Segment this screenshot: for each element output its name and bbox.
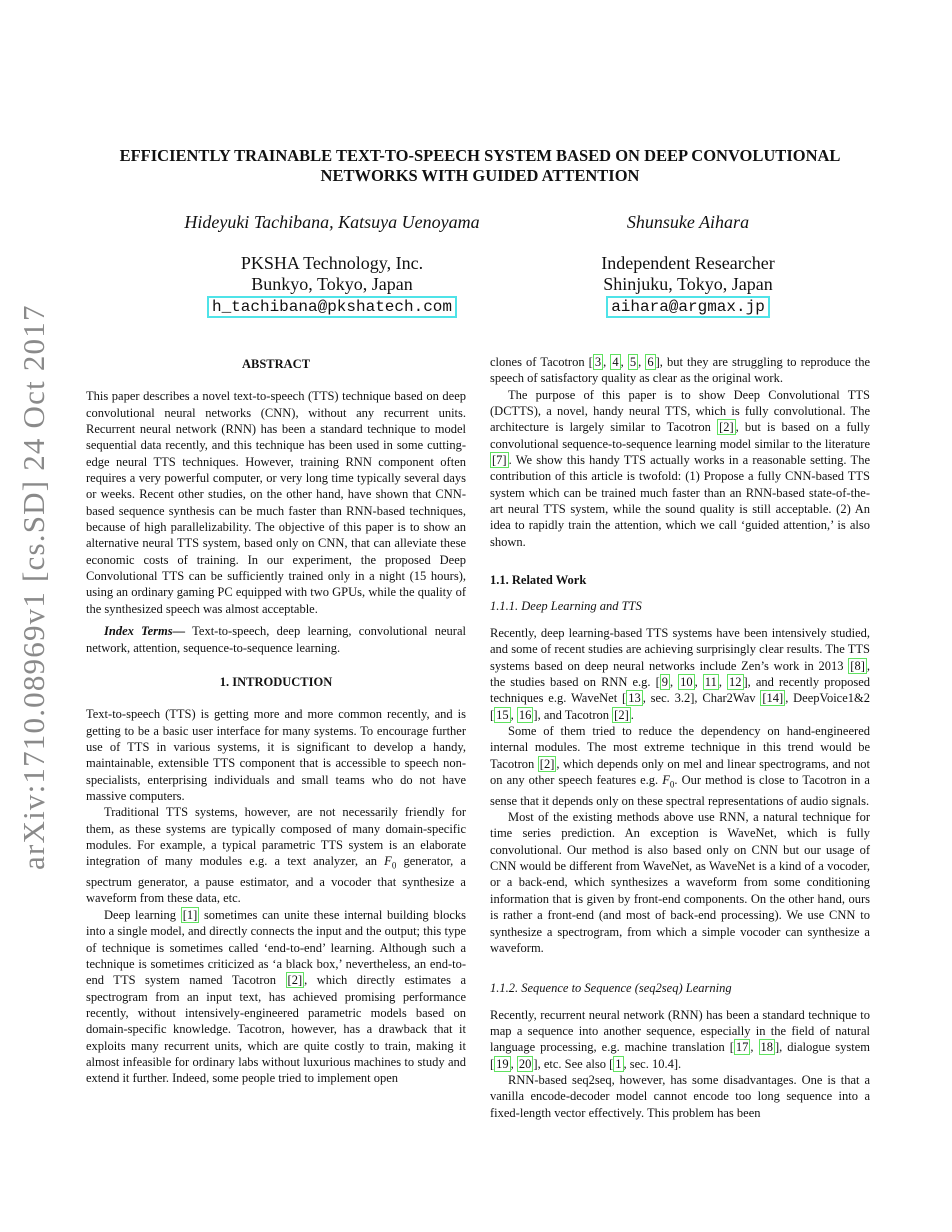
citation-link[interactable]: [2] bbox=[287, 973, 303, 988]
right-column bbox=[490, 354, 870, 1121]
citation-link[interactable]: 15 bbox=[496, 707, 509, 722]
text-run: , which directly estimates a spectrogram from an input text, has achieved promising performance recently, without intensively-engineered parametric models based on domain-specific knowledge. Tacotron, however, has a drawback that it exploits many recurrent units, which are quite costly to train, making it almost infeasible for ordinary labs without luxurious machines to study and extend it further. Indeed, some people tried to implement open bbox=[86, 973, 466, 1086]
paragraph: Most of the existing methods above use RNN, a natural technique for time series prediction. An exception is WaveNet, which is fully convolutional. Our method is also based only on CNN but our usage of CNN would be different from WaveNet, as WaveNet is a kind of a vocoder, or a back-end, which synthesizes a waveform from some conditioning information that is given by front-end components. On the other hand, ours is rather a front-end (and most of back-end processing). We use CNN to synthesize a spectrogram, from which a simple vocoder can synthesize a waveform. bbox=[490, 810, 870, 955]
index-terms-text: Text-to-speech, deep learning, convolutional neural network, attention, sequence-to-sequence learning. bbox=[86, 624, 466, 655]
author-block-2 bbox=[570, 212, 806, 318]
text-run: Some of them tried to reduce the dependency on hand-engineered internal modules. The most extreme technique in this trend would be Tacotron bbox=[490, 723, 870, 771]
citation-link[interactable]: 20 bbox=[518, 1056, 532, 1071]
author-email-link[interactable]: h_tachibana@pkshatech.com bbox=[207, 296, 457, 318]
citation-link[interactable]: 6 bbox=[647, 355, 654, 369]
paragraph: Text-to-speech (TTS) is getting more and more common recently, and is getting to be a basic user interface for many systems. To encourage further use of TTS in various systems, it is significant to develop a handy, maintainable, extensible TTS component that is accessible to speech non-specialists, enterprising individuals and small teams who do not have massive computers. bbox=[86, 707, 466, 803]
text-run: . bbox=[630, 707, 634, 722]
left-column bbox=[86, 354, 466, 1087]
citation-link[interactable]: 10 bbox=[680, 674, 693, 689]
citation-link[interactable]: 1 bbox=[615, 1056, 622, 1071]
text-run: Recently, deep learning-based TTS systems have been intensively studied, and some of recent studies are achieving surprisingly clear results. The TTS systems based on deep neural networks include Zen’s work in 2013 bbox=[490, 625, 870, 673]
text-run: Deep learning bbox=[104, 907, 181, 922]
citation-link[interactable]: [2] bbox=[539, 756, 555, 771]
paragraph: clones of Tacotron [ 3 , 4 , 5 , 6 ], but they are struggling to reproduce the speech of satisfactory quality as clear as the original work. bbox=[490, 355, 871, 386]
citation-link[interactable]: 5 bbox=[629, 355, 637, 369]
text-run: , but is based on a fully convolutional sequence-to-sequence learning model similar to the literature bbox=[490, 420, 870, 451]
seq2seq-heading: 1.1.2. Sequence to Sequence (seq2seq) Learning bbox=[490, 981, 732, 996]
related-work-heading: 1.1. Related Work bbox=[490, 573, 587, 588]
citation-link[interactable]: 4 bbox=[612, 355, 619, 369]
citation-link[interactable]: 12 bbox=[729, 674, 742, 689]
text-run: ], but they are struggling to reproduce the speech of satisfactory quality as clear as the original work. bbox=[490, 355, 871, 386]
citation-link[interactable]: 3 bbox=[594, 355, 602, 369]
citation-link[interactable]: 18 bbox=[760, 1040, 773, 1055]
text-run: , sec. 10.4]. bbox=[623, 1056, 682, 1071]
text-run: ], and Tacotron bbox=[533, 707, 613, 722]
abstract-text: This paper describes a novel text-to-speech (TTS) technique based on deep convolutional neural networks (CNN), without any recurrent units. Recurrent neural network (RNN) has been a standard technique to model sequential data recently, and this technique has been used in some cutting-edge neural TTS techniques. However, training RNN component often requires a very powerful computer, or very long time typically several days or weeks. Recent other studies, on the other hand, have shown that CNN-based sequence synthesis can be much faster than RNN-based techniques, because of high parallelizability. The objective of this paper is to show an alternative neural TTS system, based only on CNN, that can alleviate these economic costs of training. In our experiment, the proposed Deep Convolutional TTS can be sufficiently trained only in a night (15 hours), using an ordinary gaming PC equipped with two GPUs, while the quality of the synthesized speech was almost acceptable. bbox=[86, 389, 466, 616]
text-run: ], etc. See also [ bbox=[533, 1056, 614, 1071]
paragraph: Recently, deep learning-based TTS systems have been intensively studied, and some of recent studies are achieving surprisingly clear results. The TTS systems based on deep neural networks include Zen’s work in 2013 [8] , the studies based on RNN e.g. [ 9 , 10 , 11 , 12 ], and recently proposed techniques e.g. WaveNet [ 13 , sec. 3.2], Char2Wav [14] , DeepVoice1&2 [ 15 , 16 ], and Tacotron [2] . bbox=[490, 625, 870, 722]
citation-link[interactable]: 11 bbox=[704, 674, 717, 689]
author-location: Bunkyo, Tokyo, Japan bbox=[251, 274, 413, 294]
paragraph: Recently, recurrent neural network (RNN) has been a standard technique to map a sequence into another sequence, especially in the field of natural language processing, e.g. machine translation [ 17 , 18 ], dialogue system [ 19 , 20 ], etc. See also [ 1 , sec. 10.4]. bbox=[490, 1007, 870, 1071]
index-terms-label: Index Terms— bbox=[104, 624, 186, 639]
text-run: clones of Tacotron [ bbox=[490, 355, 593, 369]
citation-link[interactable]: [2] bbox=[614, 707, 629, 722]
math-f0: F bbox=[662, 772, 670, 787]
author-block-1 bbox=[150, 212, 514, 318]
math-f0: F bbox=[384, 854, 392, 869]
paper-title: EFFICIENTLY TRAINABLE TEXT-TO-SPEECH SYSTEM BASED ON DEEP CONVOLUTIONAL NETWORKS WITH GUIDED ATTENTION bbox=[119, 146, 841, 185]
text-run: sometimes can unite these internal building blocks into a single model, and directly connects the input and the output; this type of technique is sometimes called ‘end-to-end’ learning. Although such a technique is sometimes criticized as ‘a black box,’ nevertheless, an end-to-end TTS system named Tacotron bbox=[86, 907, 466, 988]
text-run: ], and recently proposed techniques e.g. WaveNet [ bbox=[490, 674, 870, 706]
citation-link[interactable]: [14] bbox=[762, 691, 784, 706]
deep-learning-tts-heading: 1.1.1. Deep Learning and TTS bbox=[490, 599, 642, 614]
citation-link[interactable]: 13 bbox=[628, 691, 641, 706]
math-subscript: 0 bbox=[391, 860, 397, 871]
citation-link[interactable]: [2] bbox=[719, 420, 734, 435]
math-subscript: 0 bbox=[669, 779, 675, 790]
arxiv-identifier: arXiv:1710.08969v1 [cs.SD] 24 Oct 2017 bbox=[16, 304, 51, 870]
text-run: , DeepVoice1&2 [ bbox=[490, 691, 870, 722]
paragraph bbox=[86, 907, 466, 1087]
paragraph bbox=[490, 387, 870, 550]
text-run: , the studies based on RNN e.g. [ bbox=[490, 658, 870, 689]
paragraph: RNN-based seq2seq, however, has some disadvantages. One is that a vanilla encode-decoder model cannot encode too long sequence into a fixed-length vector effectively. This problem has been bbox=[490, 1072, 870, 1120]
author-names: Hideyuki Tachibana, Katsuya Uenoyama bbox=[184, 212, 480, 232]
citation-link[interactable]: 19 bbox=[496, 1056, 509, 1071]
abstract-heading: ABSTRACT bbox=[241, 357, 311, 371]
paragraph bbox=[86, 804, 466, 907]
author-email-link[interactable]: aihara@argmax.jp bbox=[606, 296, 770, 318]
paragraph bbox=[490, 723, 870, 809]
author-names: Shunsuke Aihara bbox=[626, 212, 750, 232]
citation-link[interactable]: 16 bbox=[518, 707, 532, 722]
text-run: Traditional TTS systems, however, are not necessarily friendly for them, as these systems are typically composed of many domain-specific modules. For example, a typical parametric TTS system is an elaborate integration of many modules e.g. a text analyzer, an bbox=[86, 805, 466, 869]
author-affiliation: Independent Researcher bbox=[601, 253, 775, 273]
text-run: Recently, recurrent neural network (RNN) has been a standard technique to map a sequence into another sequence, especially in the field of natural language processing, e.g. machine translation [ bbox=[490, 1007, 870, 1055]
text-run: The purpose of this paper is to show Deep Convolutional TTS (DCTTS), a novel, handy neural TTS, which is fully convolutional. The architecture is largely similar to Tacotron bbox=[490, 387, 870, 435]
citation-link[interactable]: 9 bbox=[661, 674, 668, 689]
text-run: . Our method is close to Tacotron in a sense that it depends only on these spectral representations of audio signals. bbox=[490, 772, 870, 808]
citation-link[interactable]: 17 bbox=[735, 1040, 749, 1055]
text-run: . We show this handy TTS actually works in a reasonable setting. The contribution of this article is twofold: (1) Propose a fully CNN-based TTS system which can be trained much faster than an RNN-based state-of-the-art neural TTS system, while the sound quality is still acceptable. (2) An idea to rapidly train the attention, which we call ‘guided attention,’ is also shown. bbox=[490, 453, 870, 549]
author-location: Shinjuku, Tokyo, Japan bbox=[603, 274, 773, 294]
author-affiliation: PKSHA Technology, Inc. bbox=[240, 253, 424, 273]
citation-link[interactable]: [7] bbox=[492, 453, 507, 468]
index-terms bbox=[86, 623, 466, 656]
citation-link[interactable]: [8] bbox=[850, 658, 865, 673]
introduction-heading: 1. INTRODUCTION bbox=[219, 674, 333, 689]
text-run: generator, a spectrum generator, a pause estimator, and a vocoder that synthesize a waveform from these data, etc. bbox=[86, 854, 466, 906]
text-run: , which depends only on mel and linear spectrograms, and not on any other speech features e.g. bbox=[490, 756, 870, 787]
citation-link[interactable]: [1] bbox=[182, 907, 198, 922]
text-run: ], dialogue system [ bbox=[490, 1040, 870, 1071]
text-run: , sec. 3.2], Char2Wav bbox=[642, 691, 761, 706]
